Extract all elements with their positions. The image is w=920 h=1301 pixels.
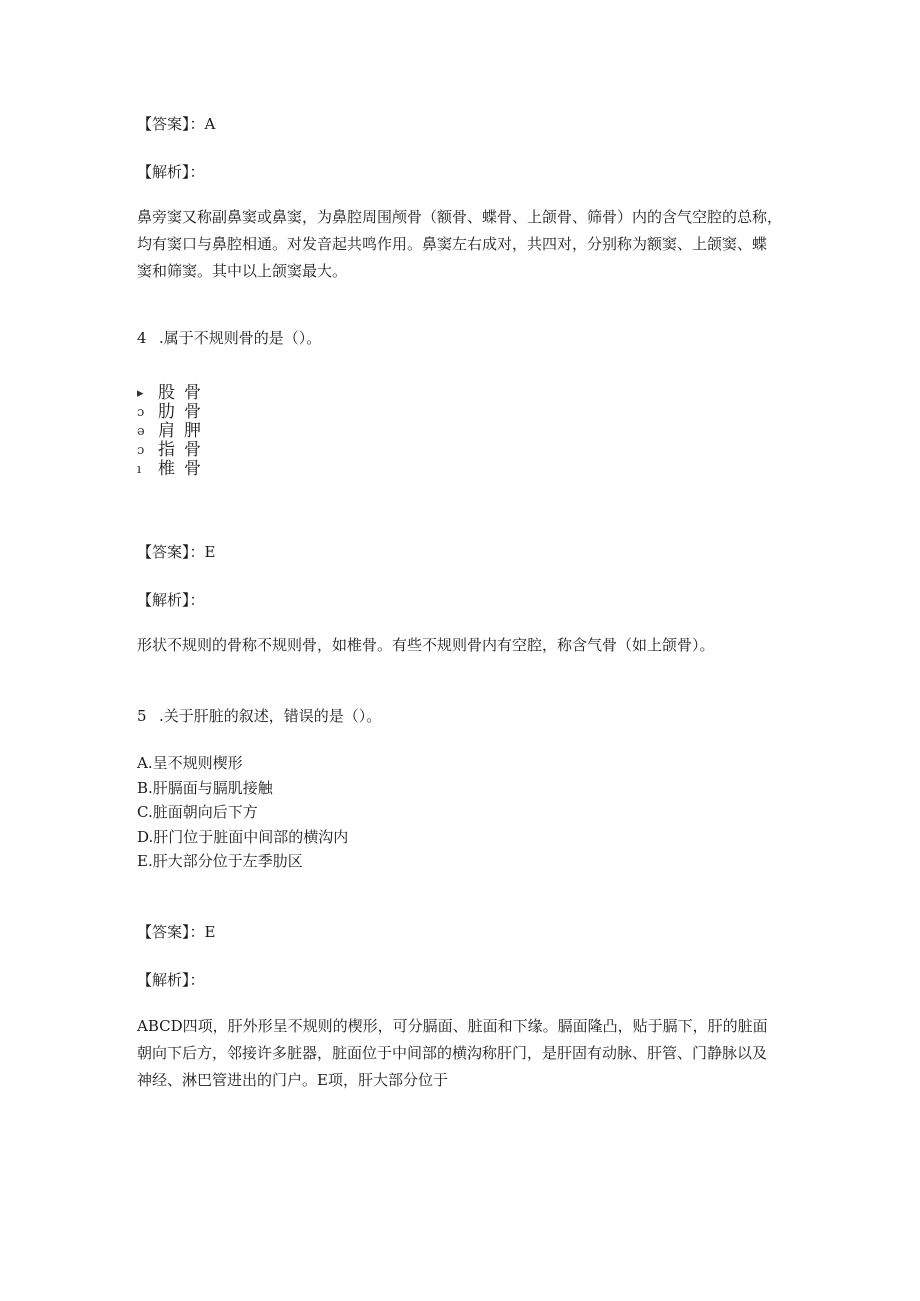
option-marker: ▸ — [137, 386, 144, 401]
question-4-title — [137, 328, 321, 348]
analysis-label-q4: 【解析】： — [137, 591, 205, 609]
question-text: .关于肝脏的叙述，错误的是（）。 — [159, 707, 382, 725]
analysis-line: 神经、淋巴管进出的门户。E项，肝大部分位于 — [137, 1071, 448, 1089]
analysis-text-q4 — [137, 632, 787, 659]
option-marker: ɔ — [137, 443, 145, 458]
option-e: E.肝大部分位于左季肋区 — [137, 852, 303, 870]
answer-label-q5: 【答案】：E — [137, 923, 216, 941]
question-number: 4 — [137, 329, 147, 347]
option-c: C.脏面朝向后下方 — [137, 803, 258, 821]
analysis-label-q3: 【解析】： — [137, 163, 205, 181]
analysis-text-q3 — [137, 204, 787, 285]
question-5-options — [137, 751, 348, 874]
option-label: 肩胛 — [158, 421, 210, 441]
analysis-line: 朝向下后方，邻接许多脏器，脏面位于中间部的横沟称肝门，是肝固有动脉、肝管、门静脉以及 — [137, 1044, 768, 1062]
answer-label-q3: 【答案】：A — [137, 115, 216, 133]
option-label: 椎骨 — [158, 459, 210, 479]
option-d: D.肝门位于脏面中间部的横沟内 — [137, 827, 349, 846]
option-marker: ə — [137, 424, 145, 439]
option-marker: ı — [137, 462, 142, 477]
option-marker: ɔ — [137, 405, 145, 420]
option-a: A.呈不规则楔形 — [137, 754, 243, 772]
analysis-text-q5 — [137, 1013, 787, 1094]
option-b: B.肝膈面与膈肌接触 — [137, 778, 273, 797]
analysis-line: ABCD四项，肝外形呈不规则的楔形，可分膈面、脏面和下缘。膈面隆凸，贴于膈下，肝的脏面 — [137, 1017, 768, 1035]
option-label: 肋骨 — [158, 402, 210, 422]
question-number: 5 — [137, 707, 147, 725]
analysis-line: 鼻旁窦又称副鼻窦或鼻窦，为鼻腔周围颅骨（额骨、蝶骨、上颌骨、筛骨）内的含气空腔的总称， — [137, 208, 783, 226]
analysis-line: 窦和筛窦。其中以上颌窦最大。 — [137, 262, 348, 280]
analysis-label-q5: 【解析】： — [137, 971, 205, 989]
option-label: 股骨 — [158, 383, 210, 403]
analysis-line: 均有窦口与鼻腔相通。对发音起共鸣作用。鼻窦左右成对，共四对，分别称为额窦、上颌窦、蝶 — [137, 235, 768, 253]
option-label: 指骨 — [158, 440, 210, 460]
answer-label-q4: 【答案】：E — [137, 543, 216, 561]
question-5-title — [137, 706, 381, 726]
question-text: .属于不规则骨的是（）。 — [159, 329, 322, 347]
analysis-line: 形状不规则的骨称不规则骨，如椎骨。有些不规则骨内有空腔，称含气骨（如上颌骨）。 — [137, 636, 715, 654]
